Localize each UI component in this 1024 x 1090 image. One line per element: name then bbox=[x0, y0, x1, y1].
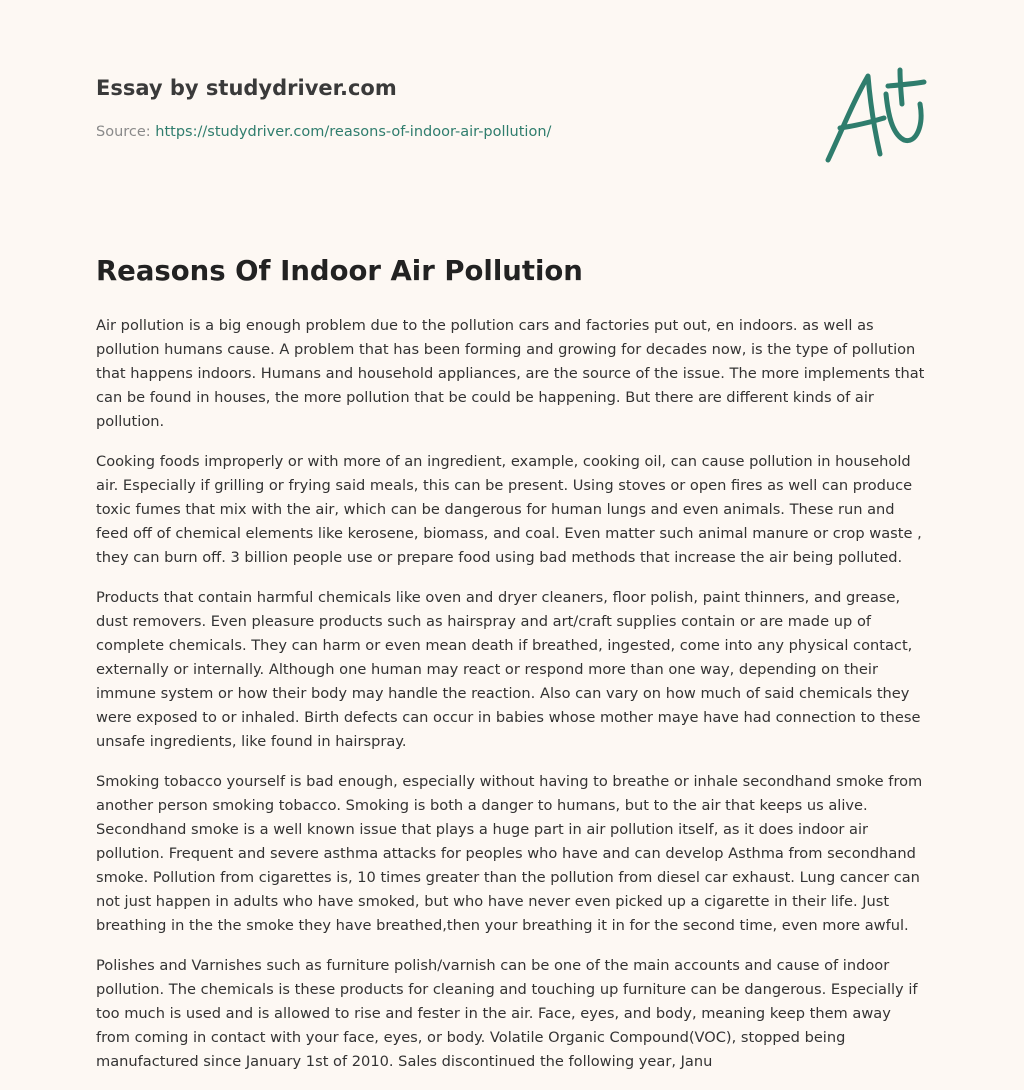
essay-paragraph: Cooking foods improperly or with more of an ingredient, example, cooking oil, can cause pollution in household air. Especially if grilling or frying said meals, this can be present. Using stoves or open fires as well can produce toxic fumes that mix with the air, which can be dangerous for human lungs and even animals. These run and feed off of chemical elements like kerosene, biomass, and coal. Even matter such animal manure or crop waste , they can burn off. 3 billion people use or prepare food using bad methods that increase the air being polluted. bbox=[96, 453, 922, 566]
essay-paragraph: Products that contain harmful chemicals like oven and dryer cleaners, floor polish, paint thinners, and grease, dust removers. Even pleasure products such as hairspray and art/craft supplies contain or are made up of complete chemicals. They can harm or even mean death if breathed, ingested, come into any physical contact, externally or internally. Although one human may react or respond more than one way, depending on their immune system or how their body may handle the reaction. Also can vary on how much of said chemicals they were exposed to or inhaled. Birth defects can occur in babies whose mother maye have had connection to these unsafe ingredients, like found in hairspray. bbox=[96, 589, 921, 750]
page-header bbox=[0, 0, 1024, 200]
a-plus-logo-icon bbox=[820, 66, 930, 166]
essay-paragraph: Smoking tobacco yourself is bad enough, especially without having to breathe or inhale secondhand smoke from another person smoking tobacco. Smoking is both a danger to humans, but to the air that keeps us alive. Secondhand smoke is a well known issue that plays a huge part in air pollution itself, as it does indoor air pollution. Frequent and severe asthma attacks for peoples who have and can develop Asthma from secondhand smoke. Pollution from cigarettes is, 10 times greater than the pollution from diesel car exhaust. Lung cancer can not just happen in adults who have smoked, but who have never even picked up a cigarette in their life. Just breathing in the the smoke they have breathed,then your breathing it in for the second time, even more awful. bbox=[96, 773, 923, 934]
essay-paragraph: Polishes and Varnishes such as furniture polish/varnish can be one of the main accounts and cause of indoor pollution. The chemicals is these products for cleaning and touching up furniture can be dangerous. Especially if too much is used and is allowed to rise and fester in the air. Face, eyes, and body, meaning keep them away from coming in contact with your face, eyes, or body. Volatile Organic Compound(VOC), stopped being manufactured since January 1st of 2010. Sales discontinued the following year, Janu bbox=[96, 957, 918, 1070]
source-line bbox=[96, 124, 551, 140]
source-label: Source: bbox=[96, 124, 151, 140]
essay-body bbox=[96, 314, 928, 1090]
site-title: Essay by studydriver.com bbox=[96, 76, 397, 100]
source-link[interactable]: https://studydriver.com/reasons-of-indoor-air-pollution/ bbox=[155, 124, 552, 140]
essay-title: Reasons Of Indoor Air Pollution bbox=[96, 255, 583, 287]
essay-paragraph: Air pollution is a big enough problem due to the pollution cars and factories put out, en indoors. as well as pollution humans cause. A problem that has been forming and growing for decades now, is the type of pollution that happens indoors. Humans and household appliances, are the source of the issue. The more implements that can be found in houses, the more pollution that be could be happening. But there are different kinds of air pollution. bbox=[96, 317, 925, 430]
a-plus-logo-graphic bbox=[820, 66, 930, 166]
